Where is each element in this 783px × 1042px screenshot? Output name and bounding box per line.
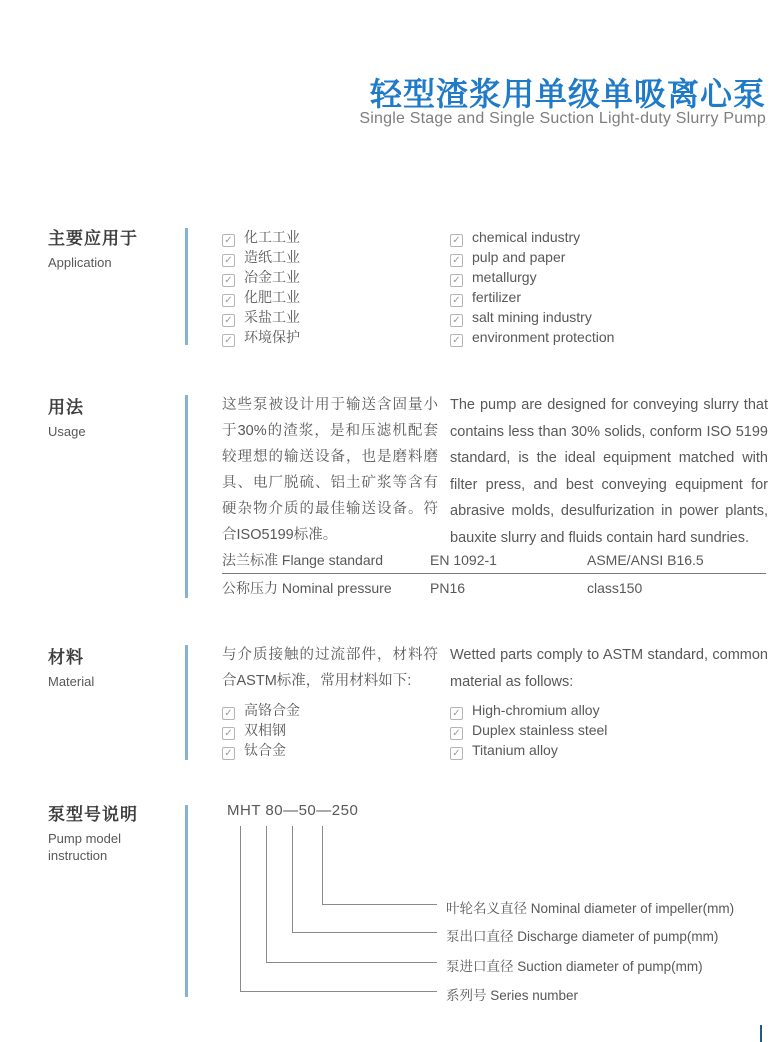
section-rule bbox=[185, 645, 188, 760]
checkbox-checked-icon: ✓ bbox=[222, 334, 235, 347]
checkbox-checked-icon: ✓ bbox=[450, 727, 463, 740]
list-item bbox=[222, 227, 300, 247]
list-item bbox=[450, 247, 614, 267]
label-en: Series number bbox=[490, 988, 579, 1003]
item-label: chemical industry bbox=[472, 229, 581, 245]
list-item bbox=[222, 307, 300, 327]
flange-spec-table bbox=[222, 546, 766, 602]
row-label-en: Nominal pressure bbox=[281, 580, 392, 596]
list-item bbox=[450, 307, 614, 327]
checkbox-checked-icon: ✓ bbox=[222, 234, 235, 247]
list-item bbox=[450, 720, 607, 740]
list-item bbox=[222, 267, 300, 287]
page-title: 轻型渣浆用单级单吸离心泵 bbox=[369, 76, 766, 112]
checkbox-checked-icon: ✓ bbox=[450, 334, 463, 347]
list-item bbox=[450, 227, 614, 247]
item-label: 化肥工业 bbox=[244, 289, 300, 305]
row-label bbox=[222, 546, 383, 574]
table-row bbox=[222, 546, 766, 574]
material-list-cn bbox=[222, 700, 300, 760]
label-suction-diameter bbox=[446, 955, 703, 975]
material-list-en bbox=[450, 700, 607, 760]
row-label-en: Flange standard bbox=[281, 552, 384, 568]
item-label: environment protection bbox=[472, 329, 615, 345]
list-item bbox=[450, 740, 607, 760]
label-en: Nominal diameter of impeller(mm) bbox=[530, 901, 735, 916]
application-list-cn bbox=[222, 227, 300, 347]
label-cn: 泵进口直径 bbox=[446, 959, 514, 974]
cell-asme-standard: ASME/ANSI B16.5 bbox=[587, 552, 704, 568]
heading-cn: 主要应用于 bbox=[48, 229, 138, 248]
row-label bbox=[222, 574, 392, 602]
item-label: Duplex stainless steel bbox=[472, 722, 608, 738]
section-rule bbox=[185, 805, 188, 997]
checkbox-checked-icon: ✓ bbox=[222, 314, 235, 327]
checkbox-checked-icon: ✓ bbox=[222, 707, 235, 720]
usage-text-en: The pump are designed for conveying slurry that contains less than 30% solids, conform ISO 5199 standard, is the ideal equipment matched with filter press, and best conveying equipment for abrasive molds, desulfurization in power plants, bauxite slurry and fluids contain hard sundries. bbox=[450, 397, 768, 546]
material-text-en: Wetted parts comply to ASTM standard, common material as follows: bbox=[450, 647, 768, 690]
label-series-number bbox=[446, 984, 578, 1004]
checkbox-checked-icon: ✓ bbox=[450, 274, 463, 287]
checkbox-checked-icon: ✓ bbox=[222, 274, 235, 287]
list-item bbox=[450, 267, 614, 287]
section-rule bbox=[185, 395, 188, 598]
section-heading-material bbox=[48, 643, 94, 690]
list-item bbox=[222, 700, 300, 720]
item-label: High-chromium alloy bbox=[472, 702, 600, 718]
heading-en: Application bbox=[48, 255, 112, 270]
item-label: 钛合金 bbox=[244, 742, 286, 758]
list-item bbox=[450, 287, 614, 307]
usage-text-cn: 这些泵被设计用于输送含固量小于30%的渣浆，是和压滤机配套较理想的输送设备，也是磨料磨具、电厂脱硫、铝土矿浆等含有硬杂物介质的最佳输送设备。符合ISO5199标准。 bbox=[222, 397, 438, 543]
connector-line-series bbox=[240, 826, 437, 992]
item-label: pulp and paper bbox=[472, 249, 566, 265]
heading-en: Usage bbox=[48, 424, 86, 439]
pump-model-diagram bbox=[227, 802, 783, 1012]
item-label: 化工工业 bbox=[244, 229, 300, 245]
checkbox-checked-icon: ✓ bbox=[222, 747, 235, 760]
cell-en-standard: EN 1092-1 bbox=[430, 552, 497, 568]
label-cn: 系列号 bbox=[446, 988, 487, 1003]
item-label: 环境保护 bbox=[244, 329, 300, 345]
item-label: salt mining industry bbox=[472, 309, 592, 325]
checkbox-checked-icon: ✓ bbox=[450, 747, 463, 760]
checkbox-checked-icon: ✓ bbox=[450, 314, 463, 327]
checkbox-checked-icon: ✓ bbox=[222, 254, 235, 267]
checkbox-checked-icon: ✓ bbox=[450, 707, 463, 720]
list-item bbox=[222, 720, 300, 740]
checkbox-checked-icon: ✓ bbox=[450, 234, 463, 247]
section-heading-usage bbox=[48, 393, 86, 440]
item-label: fertilizer bbox=[472, 289, 522, 305]
page-subtitle: Single Stage and Single Suction Light-duty Slurry Pump bbox=[359, 110, 766, 127]
list-item bbox=[222, 287, 300, 307]
list-item bbox=[222, 327, 300, 347]
application-list-en bbox=[450, 227, 614, 347]
list-item bbox=[450, 327, 614, 347]
label-cn: 泵出口直径 bbox=[446, 929, 514, 944]
item-label: 高铬合金 bbox=[244, 702, 300, 718]
page-edge-marker bbox=[760, 1025, 762, 1042]
checkbox-checked-icon: ✓ bbox=[450, 294, 463, 307]
item-label: 造纸工业 bbox=[244, 249, 300, 265]
label-discharge-diameter bbox=[446, 925, 718, 945]
row-label-cn: 法兰标准 bbox=[222, 552, 278, 568]
label-cn: 叶轮名义直径 bbox=[446, 901, 527, 916]
section-heading-pump-model bbox=[48, 800, 148, 864]
label-en: Discharge diameter of pump(mm) bbox=[517, 929, 719, 944]
list-item bbox=[450, 700, 607, 720]
heading-cn: 泵型号说明 bbox=[48, 805, 138, 824]
cell-class-pressure: class150 bbox=[587, 580, 643, 596]
pump-model-code: MHT 80—50—250 bbox=[227, 802, 359, 819]
label-en: Suction diameter of pump(mm) bbox=[517, 959, 703, 974]
heading-cn: 材料 bbox=[48, 648, 84, 667]
heading-en: Pump model instruction bbox=[48, 831, 121, 863]
heading-cn: 用法 bbox=[48, 398, 84, 417]
item-label: metallurgy bbox=[472, 269, 537, 285]
table-row bbox=[222, 574, 766, 602]
label-impeller-diameter bbox=[446, 897, 734, 917]
item-label: 采盐工业 bbox=[244, 309, 300, 325]
list-item bbox=[222, 740, 300, 760]
item-label: Titanium alloy bbox=[472, 742, 558, 758]
item-label: 双相钢 bbox=[244, 722, 286, 738]
section-rule bbox=[185, 228, 188, 345]
material-text-cn: 与介质接触的过流部件，材料符合ASTM标准，常用材料如下: bbox=[222, 647, 438, 689]
checkbox-checked-icon: ✓ bbox=[222, 727, 235, 740]
checkbox-checked-icon: ✓ bbox=[222, 294, 235, 307]
list-item bbox=[222, 247, 300, 267]
checkbox-checked-icon: ✓ bbox=[450, 254, 463, 267]
heading-en: Material bbox=[48, 674, 95, 689]
section-heading-application bbox=[48, 224, 138, 271]
cell-pn-pressure: PN16 bbox=[430, 580, 466, 596]
item-label: 冶金工业 bbox=[244, 269, 300, 285]
row-label-cn: 公称压力 bbox=[222, 580, 278, 596]
